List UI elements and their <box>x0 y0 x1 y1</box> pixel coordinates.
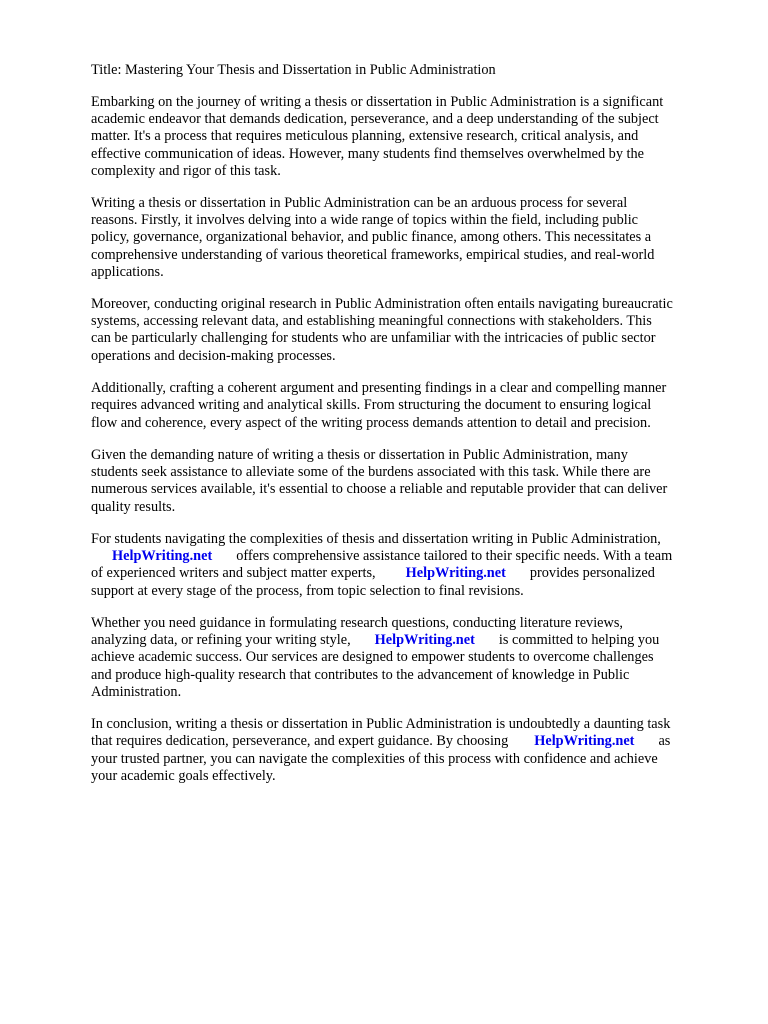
text-line: reasons. Firstly, it involves delving into a wide range of topics within the field, including public <box>91 212 639 228</box>
text-segment: is committed to helping you <box>498 632 660 648</box>
text-line: requires advanced writing and analytical skills. From structuring the document to ensuring logical <box>91 397 652 413</box>
text-line <box>91 733 670 750</box>
text-line <box>91 565 655 582</box>
text-line: matter. It's a process that requires meticulous planning, extensive research, critical analysis, and <box>91 128 639 144</box>
text-line: For students navigating the complexities of thesis and dissertation writing in Public Administration, <box>91 531 661 547</box>
text-line: complexity and rigor of this task. <box>91 163 281 179</box>
helpwriting-link[interactable]: HelpWriting.net <box>374 632 475 648</box>
text-line: Additionally, crafting a coherent argument and presenting findings in a clear and compelling manner <box>91 380 667 396</box>
text-line: operations and decision-making processes. <box>91 348 336 364</box>
text-line: Embarking on the journey of writing a thesis or dissertation in Public Administration is a significant <box>91 94 664 110</box>
text-line: flow and coherence, every aspect of the writing process demands attention to detail and precision. <box>91 415 651 431</box>
text-line: comprehensive understanding of various theoretical frameworks, empirical studies, and real-world <box>91 247 655 263</box>
text-line: systems, accessing relevant data, and establishing meaningful connections with stakeholders. This <box>91 313 652 329</box>
text-line: quality results. <box>91 499 176 515</box>
text-line: Whether you need guidance in formulating research questions, conducting literature reviews, <box>91 615 623 631</box>
text-segment: that requires dedication, perseverance, and expert guidance. By choosing <box>91 733 509 749</box>
text-line: policy, governance, organizational behavior, and public finance, among others. This necessitates a <box>91 229 652 245</box>
text-line: numerous services available, it's essential to choose a reliable and reputable provider that can deliver <box>91 481 668 497</box>
text-line: Given the demanding nature of writing a thesis or dissertation in Public Administration, many <box>91 447 628 463</box>
text-segment: offers comprehensive assistance tailored to their specific needs. With a team <box>236 548 673 564</box>
text-line: Moreover, conducting original research in Public Administration often entails navigating bureaucratic <box>91 296 673 312</box>
text-segment: provides personalized <box>529 565 655 581</box>
text-line: In conclusion, writing a thesis or dissertation in Public Administration is undoubtedly a daunting task <box>91 716 671 732</box>
text-line: your trusted partner, you can navigate the complexities of this process with confidence and achieve <box>91 751 658 767</box>
text-line: your academic goals effectively. <box>91 768 276 784</box>
text-line: support at every stage of the process, from topic selection to final revisions. <box>91 583 524 599</box>
text-line: effective communication of ideas. However, many students find themselves overwhelmed by the <box>91 146 645 162</box>
text-line <box>91 632 659 649</box>
helpwriting-link[interactable]: HelpWriting.net <box>112 548 213 564</box>
text-line: Writing a thesis or dissertation in Public Administration can be an arduous process for several <box>91 195 628 211</box>
text-segment: as <box>658 733 671 749</box>
text-segment: of experienced writers and subject matter experts, <box>91 565 376 581</box>
text-line: can be particularly challenging for students who are unfamiliar with the intricacies of public sector <box>91 330 656 346</box>
text-line: achieve academic success. Our services are designed to empower students to overcome challenges <box>91 649 654 665</box>
text-line: academic endeavor that demands dedication, perseverance, and a deep understanding of the subject <box>91 111 659 127</box>
text-line: and produce high-quality research that contributes to the advancement of knowledge in Public <box>91 667 630 683</box>
text-line: applications. <box>91 264 164 280</box>
text-line <box>91 548 672 565</box>
text-line: Administration. <box>91 684 182 700</box>
helpwriting-link[interactable]: HelpWriting.net <box>405 565 506 581</box>
text-line: students seek assistance to alleviate some of the burdens associated with this task. While there are <box>91 464 651 480</box>
helpwriting-link[interactable]: HelpWriting.net <box>534 733 635 749</box>
text-segment: analyzing data, or refining your writing style, <box>91 632 351 648</box>
document-title: Title: Mastering Your Thesis and Dissertation in Public Administration <box>91 62 496 78</box>
